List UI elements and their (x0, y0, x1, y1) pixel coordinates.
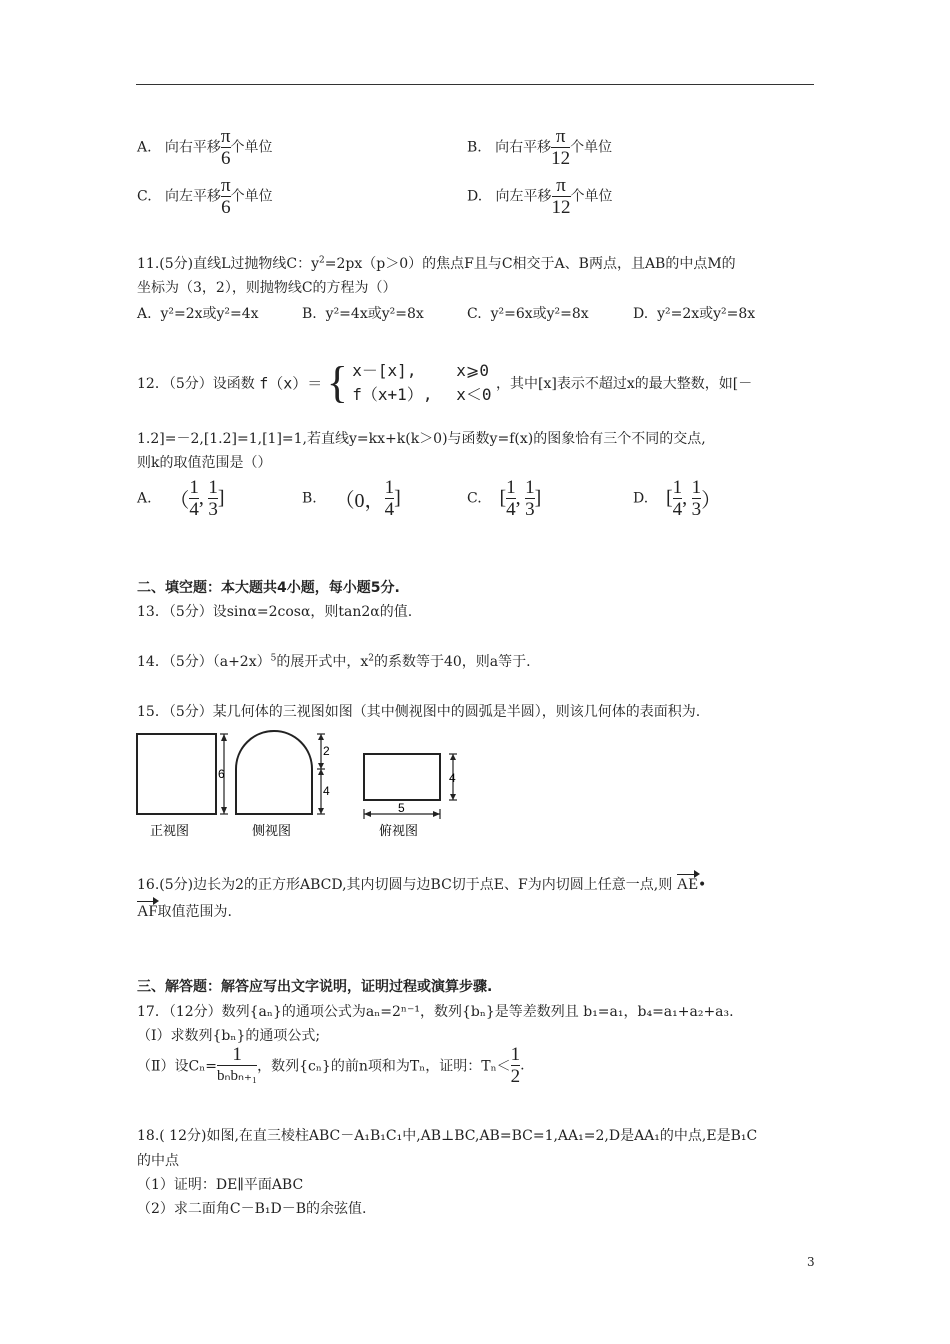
q15: 15．（5分）某几何体的三视图如图（其中侧视图中的圆弧是半圆），则该几何体的表面积为. (137, 704, 701, 720)
q10-option-b: B. 向右平移 $\frac{\pi}{12}$ 个单位 (467, 126, 613, 169)
dim-side-rect: 4 (323, 784, 330, 798)
fraction: $\frac{\pi}{6}$ (221, 175, 231, 218)
q18-line1: 18.( 12分)如图,在直三棱柱ABC－A₁B₁C₁中,AB⊥BC,AB=BC=1,AA₁=2,D是AA₁的中点,E是B₁C (137, 1128, 758, 1144)
top-view-label: 俯视图 (379, 824, 419, 839)
dim-front-height: 6 (218, 767, 225, 781)
q13: 13．（5分）设sinα=2cosα，则tan2α的值. (137, 604, 413, 620)
section3-heading: 三、解答题：解答应写出文字说明，证明过程或演算步骤. (137, 979, 493, 995)
q12-option-a: A. （ $\frac{1}{4}$ , $\frac{1}{3}$ ] (137, 477, 225, 520)
q17-part-i: （Ⅰ）求数列{bₙ}的通项公式; (137, 1028, 321, 1044)
q14: 14．（5分）$(a+2x)^5$的展开式中，$x^2$的系数等于40，则a等于. (137, 653, 531, 670)
q11-option-a: A. y²=2x或y²=4x (137, 306, 259, 322)
fraction: $\frac{\pi}{12}$ (551, 175, 571, 218)
dim-side-arc: 2 (323, 744, 330, 758)
q11-line2: 坐标为（3，2），则抛物线C的方程为（） (137, 280, 397, 296)
q11-option-d: D. y²=2x或y²=8x (633, 306, 756, 322)
fraction: $\frac{1}{\text{bₙbₙ₊₁}}$ (217, 1044, 258, 1084)
q12-line3: 则k的取值范围是（） (137, 455, 272, 471)
q12-option-d: D. [ $\frac{1}{4}$ , $\frac{1}{3}$ ） (633, 477, 722, 520)
q12-option-c: C. [ $\frac{1}{4}$ , $\frac{1}{3}$ ] (467, 477, 542, 520)
fraction: $\frac{1}{2}$ (510, 1044, 521, 1087)
q11-option-c: C. y²=6x或y²=8x (467, 306, 589, 322)
top-view-rect (364, 754, 440, 800)
fraction: $\frac{1}{3}$ (208, 477, 218, 520)
piecewise-cases: x－[x], x⩾0 f（x+1）, x＜0 (352, 361, 492, 404)
q17-line1: 17．（12分）数列{aₙ}的通项公式为aₙ=2ⁿ⁻¹，数列{bₙ}是等差数列且 b₁=a₁，b₄=a₁+a₂+a₃. (137, 1004, 734, 1020)
q12-option-b: B. （0， $\frac{1}{4}$ ] (302, 477, 401, 520)
side-view-shape (236, 731, 312, 814)
q17-part-ii: （Ⅱ）设Cₙ= $\frac{1}{\text{bₙbₙ₊₁}}$ ，数列{cₙ}的前n项和为Tₙ，证明：Tₙ＜ $\frac{1}{2}$ . (137, 1044, 525, 1087)
q16-line2: AF取值范围为. (137, 903, 232, 920)
fraction: $\frac{1}{4}$ (506, 477, 516, 520)
page-number: 3 (807, 1255, 815, 1269)
fraction: $\frac{\pi}{6}$ (220, 126, 231, 169)
q12-line2: 1.2]=－2,[1.2]=1,[1]=1,若直线y=kx+k(k＞0)与函数y=f(x)的图象恰有三个不同的交点, (137, 431, 706, 447)
fraction: $\frac{1}{4}$ (672, 477, 683, 520)
q18-part-2: （2）求二面角C－B₁D－B的余弦值. (137, 1201, 367, 1217)
section2-heading: 二、填空题：本大题共4小题，每小题5分. (137, 580, 400, 596)
q10-option-a: A. 向右平移 $\frac{\pi}{6}$ 个单位 (137, 126, 273, 169)
fraction: $\frac{1}{3}$ (525, 477, 535, 520)
q11-option-b: B. y²=4x或y²=8x (302, 306, 424, 322)
fraction: $\frac{1}{3}$ (691, 477, 702, 520)
three-view-figure (132, 724, 472, 846)
vector-ae: AE (676, 876, 698, 893)
q12-line1: 12．（5分）设函数 f（x）＝ { x－[x], x⩾0 f（x+1）, x＜0 ，其中[x]表示不超过x的最大整数，如[－ (137, 358, 753, 407)
q16-line1: 16.(5分)边长为2的正方形ABCD,其内切圆与边BC切于点E、F为内切圆上任意一点,则 AE• (137, 876, 707, 893)
q18-part-1: （1）证明：DE∥平面ABC (137, 1177, 304, 1193)
q10-option-c: C. 向左平移 $\frac{\pi}{6}$ 个单位 (137, 175, 273, 218)
dim-top-height: 4 (449, 771, 456, 785)
side-view-label: 侧视图 (252, 824, 292, 839)
dim-top-width: 5 (398, 801, 405, 815)
q11-line1: 11.(5分)直线L过抛物线C：$y^2=2px(p>0)$的焦点F且与C相交于A、B两点，且AB的中点M的 (137, 255, 736, 272)
q10-option-d: D. 向左平移 $\frac{\pi}{12}$ 个单位 (467, 175, 613, 218)
q18-line2: 的中点 (137, 1153, 179, 1169)
fraction: $\frac{1}{4}$ (384, 477, 395, 520)
front-view-label: 正视图 (150, 824, 190, 839)
fraction: $\frac{1}{4}$ (189, 477, 199, 520)
vector-af: AF (137, 903, 158, 920)
header-rule (136, 84, 814, 85)
front-view-rect (137, 734, 216, 814)
fraction: $\frac{\pi}{12}$ (551, 126, 571, 169)
